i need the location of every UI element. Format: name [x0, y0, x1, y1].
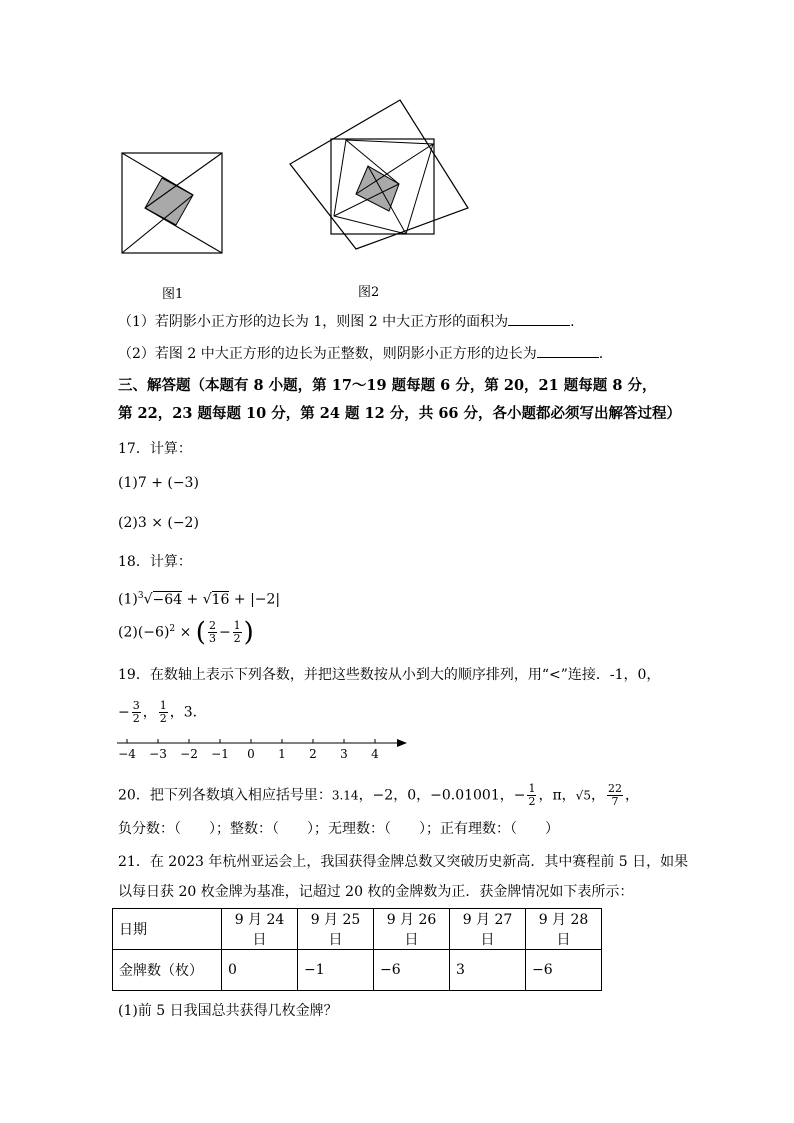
- q20-line1: 20．把下列各数填入相应括号里：3.14̇，−2，0，−0.01001，− $\frac{1}{2}$ ，π，√5， $\frac{22}{7}$ ，: [118, 782, 639, 808]
- answer-blank[interactable]: [508, 313, 570, 326]
- number-line-tick-label: 2: [309, 747, 317, 761]
- q18-b: $(2)(-6)^2$ × ( $\frac{2}{3}$ − $\frac{1}{2}$ ): [118, 617, 254, 648]
- q16-part1: （1）若阴影小正方形的边长为 1，则图 2 中大正方形的面积为 .: [118, 314, 575, 330]
- table-cell: −6: [526, 950, 602, 991]
- table-cell: 9 月 26 日: [374, 909, 450, 950]
- q17-a: (1)7 + (−3): [118, 475, 199, 491]
- number-line-tick-label: −4: [118, 747, 136, 761]
- q21-line1: 21．在 2023 年杭州亚运会上，我国获得金牌总数又突破历史新高．其中赛程前 5 日，如果: [118, 854, 689, 870]
- section-header-line1: 三、解答题（本题有 8 小题，第 17～19 题每题 6 分，第 20，21 题每题 8 分，: [118, 377, 657, 394]
- number-line-tick-label: −3: [149, 747, 167, 761]
- table-cell: 9 月 24 日: [222, 909, 298, 950]
- table-cell: 金牌数（枚）: [113, 950, 222, 991]
- number-line-tick-label: −2: [180, 747, 198, 761]
- q18-title: 18．计算：: [118, 554, 192, 570]
- fraction: $\frac{22}{7}$: [607, 782, 622, 808]
- q17-b: (2)3 × (−2): [118, 515, 199, 531]
- table-cell: 9 月 27 日: [450, 909, 526, 950]
- number-line-tick-label: 0: [247, 747, 255, 761]
- table-cell: 9 月 28 日: [526, 909, 602, 950]
- q17-title: 17．计算：: [118, 441, 192, 457]
- shaded-square: [356, 166, 399, 211]
- medal-table: [112, 908, 602, 991]
- fraction: $\frac{1}{2}$: [233, 619, 241, 646]
- number-line-tick-label: 1: [278, 747, 286, 761]
- table-cell: 日期: [113, 909, 222, 950]
- number-line-tick-label: 4: [371, 747, 379, 761]
- fraction: $\frac{1}{2}$: [528, 782, 536, 808]
- q18-a: $(1)^3√-64 + √16 + |-2|$: [118, 591, 281, 608]
- q19-line1: 19．在数轴上表示下列各数，并把这些数按从小到大的顺序排列，用“<”连接．-1，0，: [118, 667, 661, 683]
- table-header-row: [113, 909, 602, 950]
- number-line: [115, 735, 415, 765]
- q21-sub1: (1)前 5 日我国总共获得几枚金牌？: [118, 1003, 338, 1019]
- q21-line2: 以每日获 20 枚金牌为基准，记超过 20 枚的金牌数为正．获金牌情况如下表所示：: [118, 884, 634, 900]
- figure-2: [286, 98, 472, 254]
- table-cell: −6: [374, 950, 450, 991]
- fraction: $\frac{1}{2}$: [159, 699, 167, 725]
- answer-blank[interactable]: [537, 345, 599, 358]
- figure-1-caption: 图1: [162, 287, 184, 302]
- table-row: [113, 950, 602, 991]
- fraction: $\frac{2}{3}$: [208, 619, 216, 646]
- figure-1: [118, 150, 228, 256]
- table-cell: 9 月 25 日: [298, 909, 374, 950]
- fraction: $\frac{3}{2}$: [132, 699, 140, 725]
- number-line-tick-label: 3: [340, 747, 348, 761]
- number-line-tick-label: −1: [211, 747, 229, 761]
- table-cell: 0: [222, 950, 298, 991]
- q19-line2: − $\frac{3}{2}$ ， $\frac{1}{2}$ ，3．: [118, 699, 207, 725]
- section-header-line2: 第 22，23 题每题 10 分，第 24 题 12 分，共 66 分，各小题都必须写出解答过程）: [118, 405, 682, 422]
- figure-2-caption: 图2: [358, 285, 380, 300]
- q20-categories: 负分数：（ ）；整数：（ ）；无理数：（ ）；正有理数：（ ）: [118, 821, 559, 837]
- q16-part2: （2）若图 2 中大正方形的边长为正整数，则阴影小正方形的边长为 .: [118, 346, 604, 362]
- table-cell: −1: [298, 950, 374, 991]
- table-cell: 3: [450, 950, 526, 991]
- arrow-right-icon: [397, 739, 407, 747]
